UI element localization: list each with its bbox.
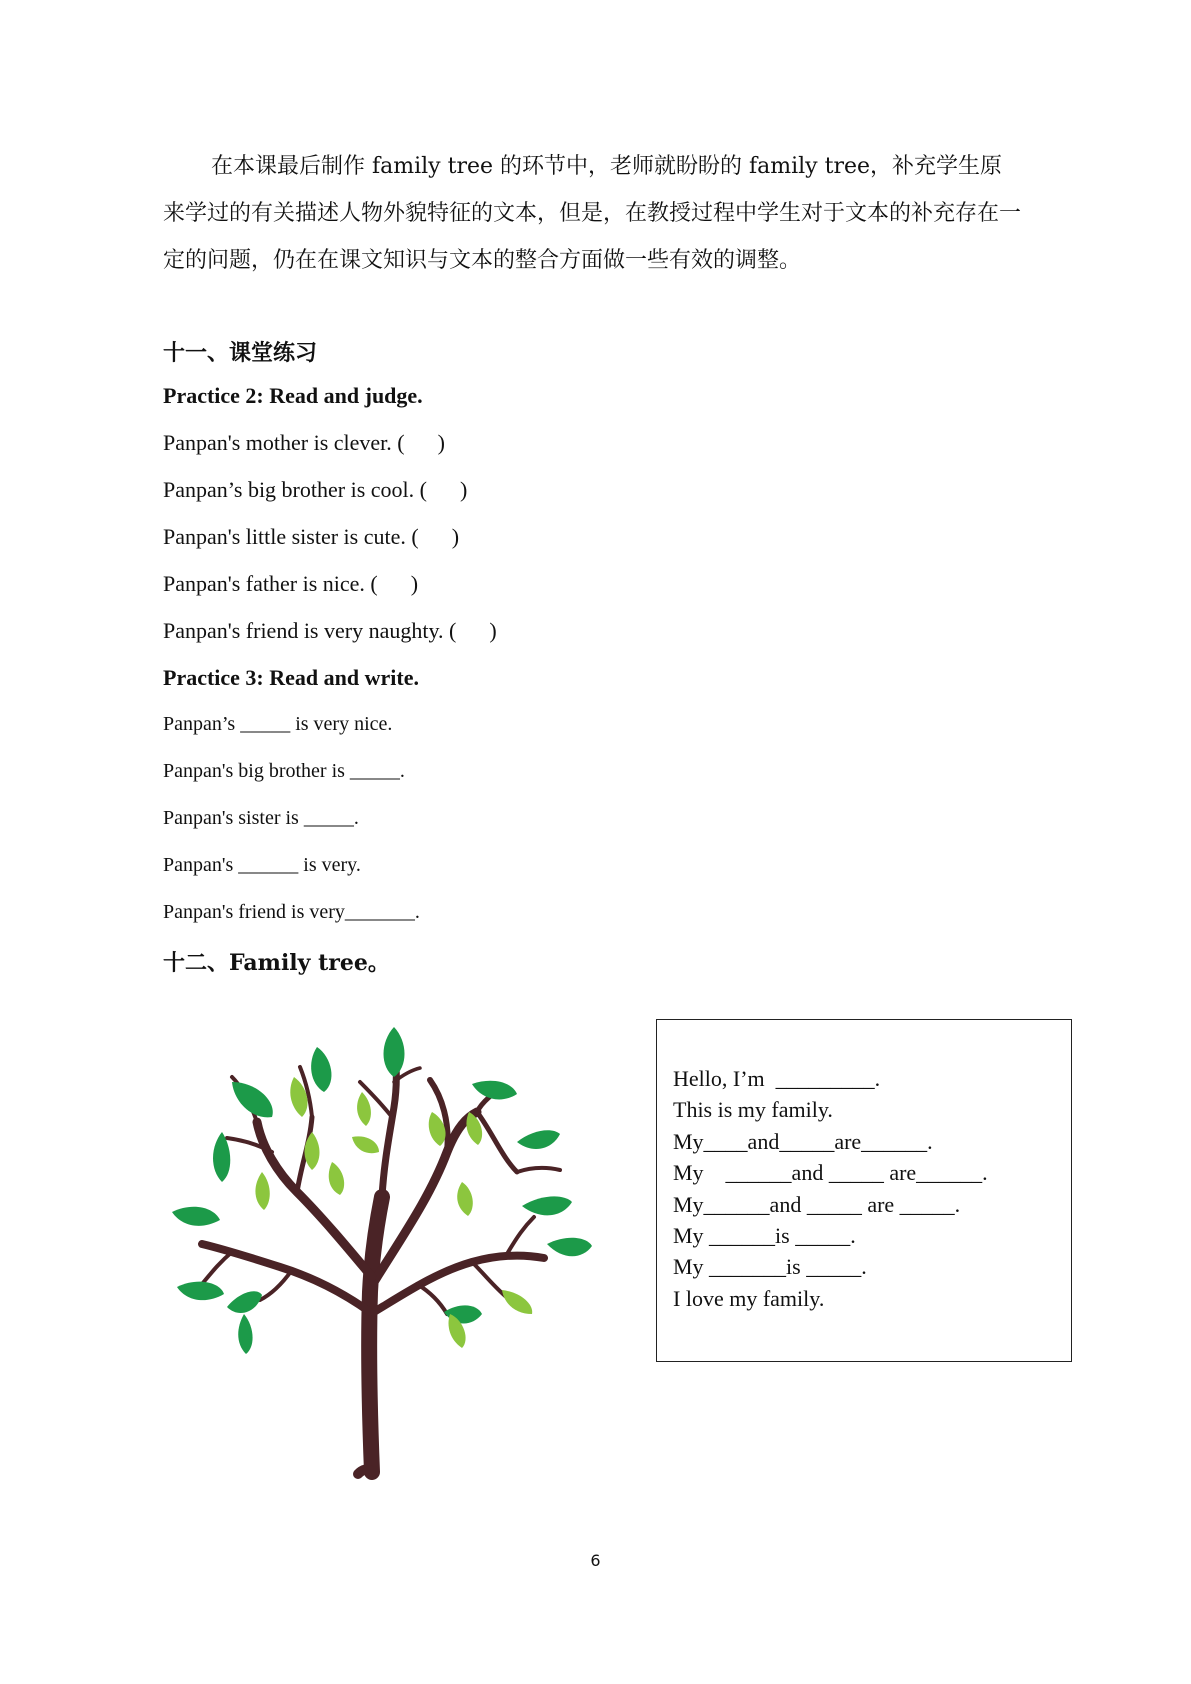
page-number: 6 xyxy=(590,1551,601,1570)
write-item: Panpan's big brother is _____. xyxy=(163,760,405,782)
judge-item: Panpan's little sister is cute. ( ) xyxy=(163,524,460,549)
write-item: Panpan's ______ is very. xyxy=(163,854,361,876)
box-line: This is my family. xyxy=(673,1097,833,1123)
judge-item: Panpan's father is nice. ( ) xyxy=(163,571,419,596)
intro-paragraph: 在本课最后制作 family tree 的环节中，老师就盼盼的 family tree，补充学生原来学过的有关描述人物外貌特征的文本，但是，在教授过程中学生对于文本的补充存在一定的问题，仍在在课文知识与文本的整合方面做一些有效的调整。 xyxy=(163,154,1022,273)
box-line: My _______is _____. xyxy=(673,1254,867,1280)
box-line: My ______and _____ are______. xyxy=(673,1160,988,1186)
box-line: My____and_____are______. xyxy=(673,1128,933,1154)
write-item: Panpan’s _____ is very nice. xyxy=(163,713,393,735)
box-line: Hello, I’m _________. xyxy=(673,1066,881,1091)
section-heading-family-tree: 十二、Family tree。 xyxy=(163,950,390,976)
write-item: Panpan's sister is _____. xyxy=(163,807,359,829)
write-item: Panpan's friend is very_______. xyxy=(163,901,420,923)
tree-svg xyxy=(172,1022,612,1482)
practice2-heading: Practice 2: Read and judge. xyxy=(163,383,423,408)
section-heading-classroom-practice: 十一、课堂练习 xyxy=(163,340,318,366)
judge-item: Panpan’s big brother is cool. ( ) xyxy=(163,477,468,502)
box-line: My______and _____ are _____. xyxy=(673,1191,961,1217)
box-line: My ______is _____. xyxy=(673,1223,856,1249)
judge-item: Panpan's friend is very naughty. ( ) xyxy=(163,618,497,643)
practice3-heading: Practice 3: Read and write. xyxy=(163,665,419,690)
box-line: I love my family. xyxy=(673,1285,825,1311)
judge-item: Panpan's mother is clever. ( ) xyxy=(163,430,445,455)
family-writing-box xyxy=(656,1019,1072,1362)
family-tree-illustration-icon xyxy=(172,1022,612,1482)
